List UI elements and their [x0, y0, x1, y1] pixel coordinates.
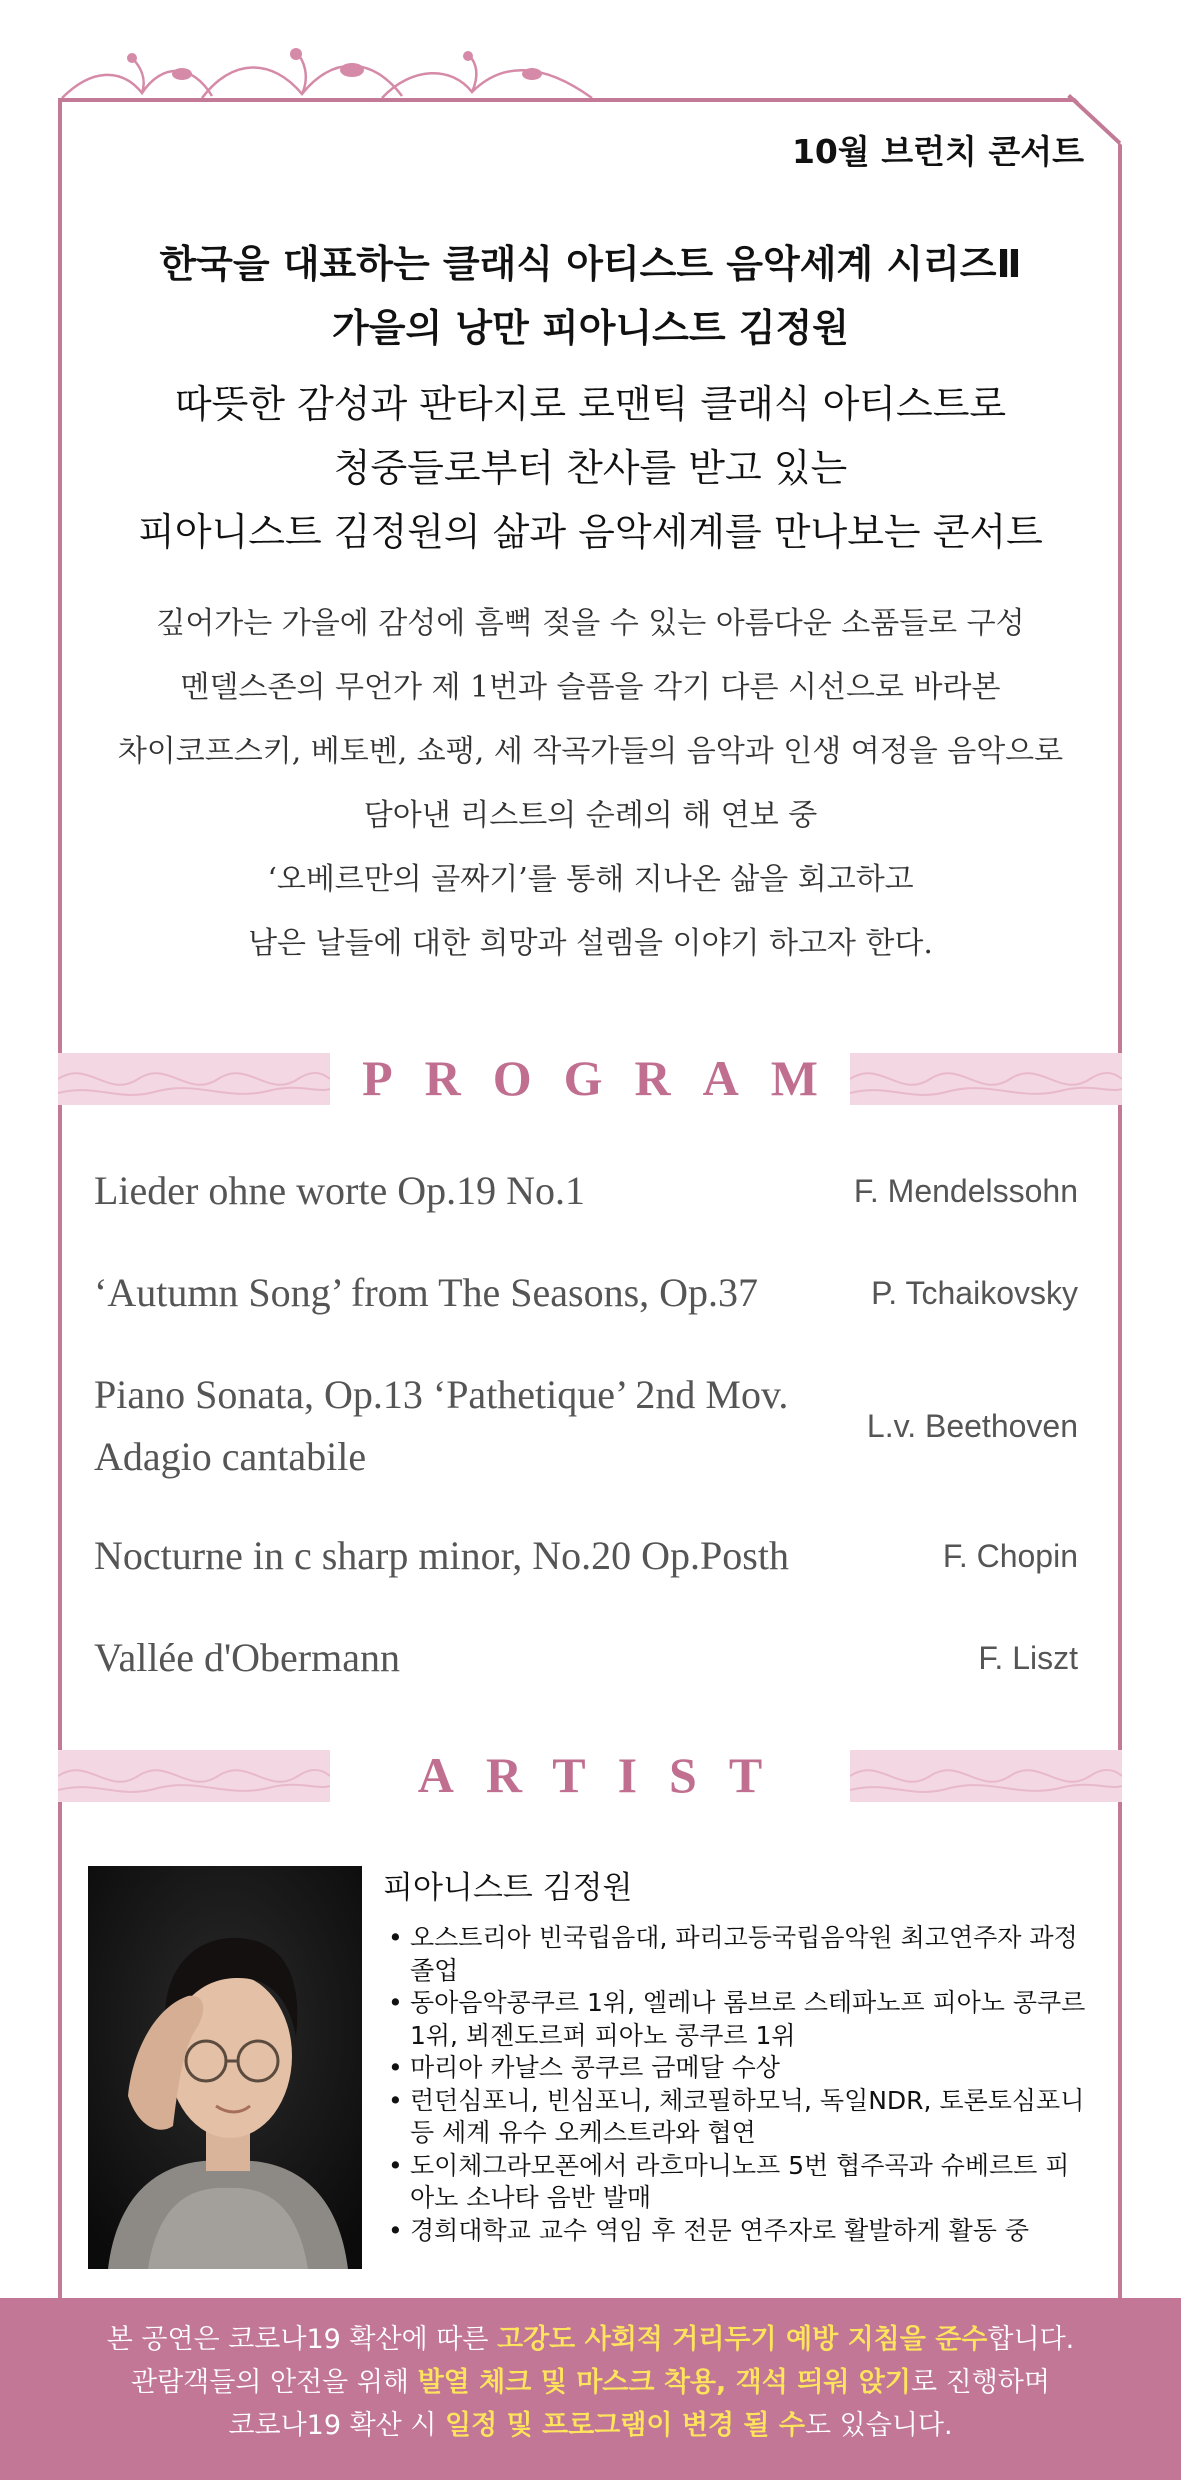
program-item [94, 1262, 1078, 1324]
artist-name: 피아니스트 김정원 [383, 1870, 633, 1906]
composer-name: L.v. Beethoven [866, 1407, 1078, 1444]
notice-highlight: 일정 및 프로그램이 변경 될 수 [445, 2410, 805, 2441]
program-item [94, 1364, 1078, 1488]
subheadline-line: 피아니스트 김정원의 삶과 음악세계를 만나보는 콘서트 [138, 510, 1043, 554]
artist-title: ARTIST [417, 1747, 795, 1803]
bio-item: • 경희대학교 교수 역임 후 전문 연주자로 활발하게 활동 중 [388, 2215, 1088, 2248]
bio-item: • 런던심포니, 빈심포니, 체코필하모닉, 독일NDR, 토론토심포니 등 세계 유수 오케스트라와 협연 [388, 2085, 1088, 2150]
headline [0, 232, 1181, 360]
composer-name: F. Mendelssohn [853, 1172, 1078, 1209]
artist-band [58, 1747, 1122, 1803]
artist-bio-list [388, 1922, 1088, 2247]
piece-title: Lieder ohne worte Op.19 No.1 [94, 1168, 585, 1213]
bio-item: • 마리아 카날스 콩쿠르 금메달 수상 [388, 2052, 1088, 2085]
composer-name: P. Tchaikovsky [871, 1274, 1078, 1311]
program-title: PROGRAM [362, 1050, 850, 1106]
piece-title: Nocturne in c sharp minor, No.20 Op.Posth [94, 1533, 789, 1578]
program-item [94, 1627, 1078, 1689]
piece-title-line: Adagio cantabile [94, 1434, 367, 1479]
notice-highlight: 고강도 사회적 거리두기 예방 지침을 준수 [497, 2324, 988, 2355]
bio-item: • 오스트리아 빈국립음대, 파리고등국립음악원 최고연주자 과정 졸업 [388, 1922, 1088, 1987]
description-line: 멘델스존의 무언가 제 1번과 슬픔을 각기 다른 시선으로 바라본 [180, 670, 1001, 705]
piece-title: ‘Autumn Song’ from The Seasons, Op.37 [94, 1270, 759, 1315]
description [0, 592, 1181, 976]
notice-text: 코로나19 확산 시 [228, 2410, 446, 2441]
description-line: 남은 날들에 대한 희망과 설렘을 이야기 하고자 한다. [248, 926, 933, 961]
notice-text: 로 진행하며 [910, 2367, 1050, 2398]
notice-text: 도 있습니다. [805, 2410, 953, 2441]
subheadline-line: 청중들로부터 찬사를 받고 있는 [333, 446, 848, 490]
description-line: 차이코프스키, 베토벤, 쇼팽, 세 작곡가들의 음악과 인생 여정을 음악으로 [117, 734, 1064, 769]
artist-photo [88, 1866, 362, 2269]
notice-line [0, 2404, 1181, 2447]
program-item [94, 1525, 1078, 1587]
series-label: 10월 브런치 콘서트 [791, 132, 1084, 171]
description-line: ‘오베르만의 골짜기’를 통해 지나온 삶을 회고하고 [267, 862, 914, 897]
description-line: 깊어가는 가을에 감성에 흠뻑 젖을 수 있는 아름다운 소품들로 구성 [156, 606, 1025, 641]
bio-item: • 도이체그라모폰에서 라흐마니노프 5번 협주곡과 슈베르트 피아노 소나타 음반 발매 [388, 2150, 1088, 2215]
notice-highlight: 발열 체크 및 마스크 착용, 객석 띄워 앉기 [417, 2367, 911, 2398]
headline-line: 한국을 대표하는 클래식 아티스트 음악세계 시리즈Ⅱ [159, 242, 1022, 286]
piece-title [94, 1364, 788, 1488]
notice-text: 본 공연은 코로나19 확산에 따른 [106, 2324, 497, 2355]
piece-title-line: Piano Sonata, Op.13 ‘Pathetique’ 2nd Mov. [94, 1372, 789, 1417]
bio-item: • 동아음악콩쿠르 1위, 엘레나 롬브로 스테파노프 피아노 콩쿠르 1위, 뵈젠도르퍼 피아노 콩쿠르 1위 [388, 1987, 1088, 2052]
floral-ornament [52, 48, 612, 104]
notice-line [0, 2361, 1181, 2404]
composer-name: F. Chopin [942, 1537, 1078, 1574]
notice-text: 합니다. [987, 2324, 1075, 2355]
composer-name: F. Liszt [978, 1639, 1078, 1676]
program-item [94, 1160, 1078, 1222]
subheadline-line: 따뜻한 감성과 판타지로 로맨틱 클래식 아티스트로 [174, 382, 1007, 426]
piece-title: Vallée d'Obermann [94, 1635, 400, 1680]
notice-line [0, 2318, 1181, 2361]
covid-notice [0, 2298, 1181, 2480]
program-band [58, 1050, 1122, 1106]
description-line: 담아낸 리스트의 순례의 해 연보 중 [363, 798, 818, 833]
headline-line: 가을의 낭만 피아니스트 김정원 [332, 306, 849, 350]
subheadline [0, 372, 1181, 564]
notice-text: 관람객들의 안전을 위해 [131, 2367, 418, 2398]
